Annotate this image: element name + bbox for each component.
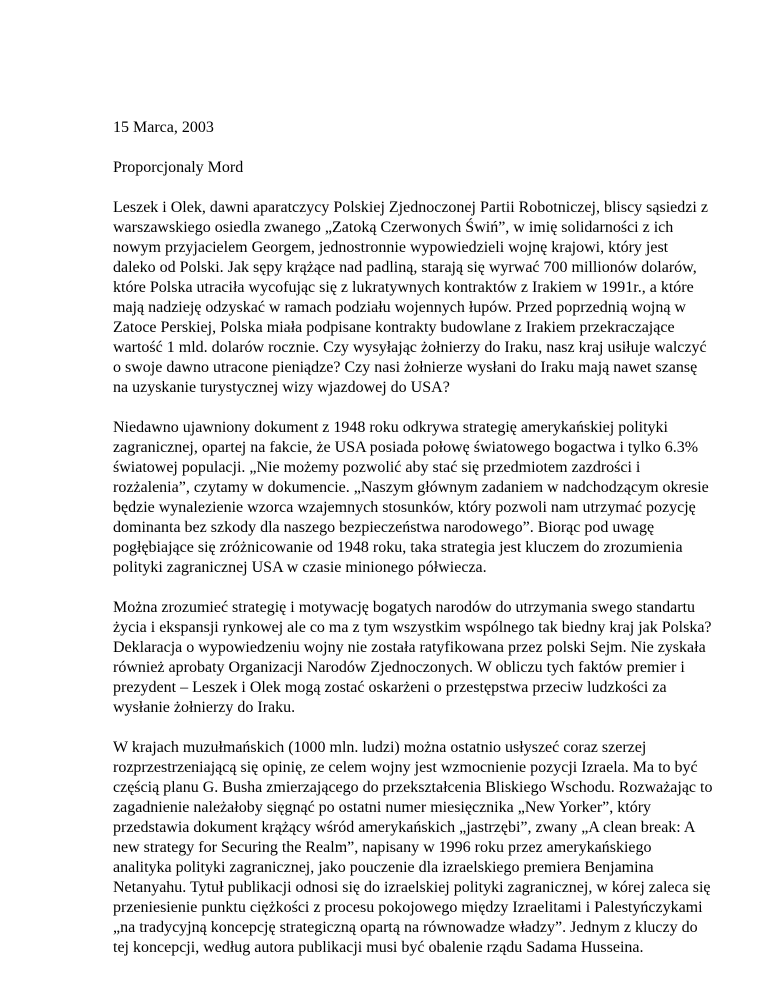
document-page	[113, 118, 713, 978]
paragraph-3: Można zrozumieć strategię i motywację bogatych narodów do utrzymania swego standartu życia i ekspansji rynkowej ale co ma z tym wszystkim wspólnego tak biedny kraj jak Polska? Deklaracja o wypowiedzeniu wojny nie została ratyfikowana przez polski Sejm. Nie zyskała również aprobaty Organizacji Narodów Zjednoczonych. W obliczu tych faktów premier i prezydent – Leszek i Olek mogą zostać oskarżeni o przestępstwa przeciw ludzkości za wysłanie żołnierzy do Iraku.	[113, 599, 712, 716]
document-title: Proporcjonaly Mord	[113, 159, 244, 176]
document-date: 15 Marca, 2003	[113, 119, 214, 136]
paragraph-2: Niedawno ujawniony dokument z 1948 roku odkrywa strategię amerykańskiej polityki zagranicznej, opartej na fakcie, że USA posiada połowę światowego bogactwa i tylko 6.3% światowej populacji. „Nie możemy pozwolić aby stać się przedmiotem zazdrości i rozżalenia”, czytamy w dokumencie. „Naszym głównym zadaniem w nadchodzącym okresie będzie wynalezienie wzorca wzajemnych stosunków, który pozwoli nam utrzymać pozycję dominanta bez szkody dla naszego bezpieczeństwa narodowego”. Biorąc pod uwagę pogłębiające się zróżnicowanie od 1948 roku, taka strategia jest kluczem do zrozumienia polityki zagranicznej USA w czasie minionego półwiecza.	[113, 419, 709, 576]
paragraph-4: W krajach muzułmańskich (1000 mln. ludzi) można ostatnio usłyszeć coraz szerzej rozprzestrzeniającą się opinię, ze celem wojny jest wzmocnienie pozycji Izraela. Ma to być częścią planu G. Busha zmierzającego do przekształcenia Bliskiego Wschodu. Rozważając to zagadnienie należałoby sięgnąć po ostatni numer miesięcznika „New Yorker”, który przedstawia dokument krążący wśród amerykańskich „jastrzębi”, zwany „A clean break: A new strategy for Securing the Realm”, napisany w 1996 roku przez amerykańskiego analityka polityki zagranicznej, jako pouczenie dla izraelskiego premiera Benjamina Netanyahu. Tytuł publikacji odnosi się do izraelskiej polityki zagranicznej, w kórej zaleca się przeniesienie punktu ciężkości z procesu pokojowego między Izraelitami i Palestyńczykami „na tradycyjną koncepcję strategiczną opartą na równowadze władzy”. Jednym z kluczy do tej koncepcji, według autora publikacji musi być obalenie rządu Sadama Husseina.	[113, 739, 713, 956]
paragraph-1: Leszek i Olek, dawni aparatczycy Polskiej Zjednoczonej Partii Robotniczej, bliscy sąsiedzi z warszawskiego osiedla zwanego „Zatoką Czerwonych Świń”, w imię solidarności z ich nowym przyjacielem Georgem, jednostronnie wypowiedzieli wojnę krajowi, który jest daleko od Polski. Jak sępy krążące nad padliną, starają się wyrwać 700 millionów dolarów, które Polska utraciła wycofując się z lukratywnych kontraktów z Irakiem w 1991r., a które mają nadzieję odzyskać w ramach podziału wojennych łupów. Przed poprzednią wojną w Zatoce Perskiej, Polska miała podpisane kontrakty budowlane z Irakiem przekraczające wartość 1 mld. dolarów rocznie. Czy wysyłając żołnierzy do Iraku, nasz kraj usiłuje walczyć o swoje dawno utracone pieniądze? Czy nasi żołnierze wysłani do Iraku mają nawet szansę na uzyskanie turystycznej wizy wjazdowej do USA?	[113, 199, 708, 396]
